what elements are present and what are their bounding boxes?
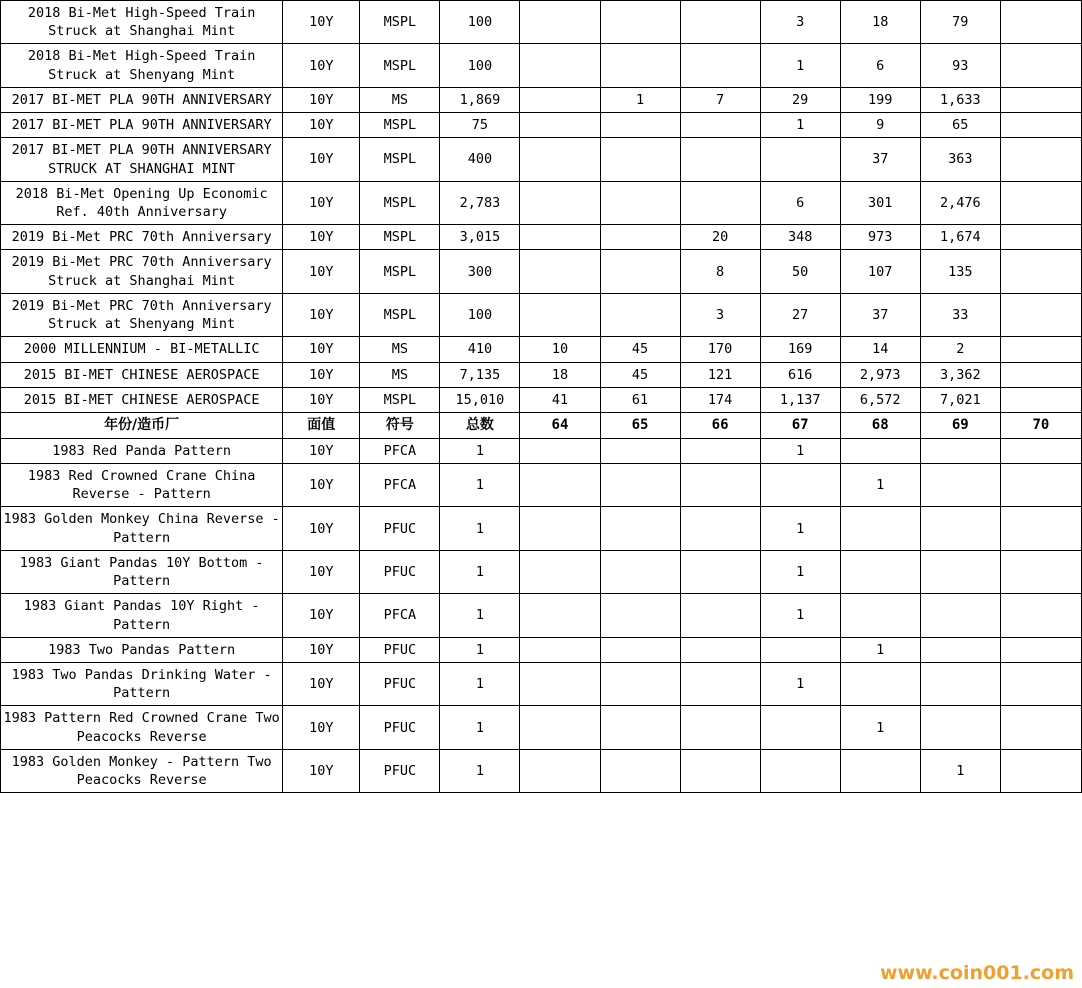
cell-symbol: MSPL <box>360 293 440 336</box>
table-row <box>1 594 1082 637</box>
cell-total: 1 <box>440 438 520 463</box>
cell-symbol: PFUC <box>360 507 440 550</box>
cell-g64 <box>520 663 600 706</box>
cell-total: 1,869 <box>440 87 520 112</box>
cell-total: 1 <box>440 550 520 593</box>
cell-name: 1983 Golden Monkey China Reverse - Pattern <box>1 507 283 550</box>
cell-name: 2019 Bi-Met PRC 70th Anniversary Struck at Shenyang Mint <box>1 293 283 336</box>
cell-g68: 37 <box>840 138 920 181</box>
cell-g69 <box>920 706 1000 749</box>
cell-g70 <box>1000 706 1081 749</box>
cell-g66: 121 <box>680 362 760 387</box>
cell-g67: 1 <box>760 550 840 593</box>
cell-g64 <box>520 550 600 593</box>
cell-g70 <box>1000 663 1081 706</box>
cell-g68: 6 <box>840 44 920 87</box>
cell-g70 <box>1000 113 1081 138</box>
cell-denomination: 10Y <box>283 337 360 362</box>
cell-g67: 1 <box>760 663 840 706</box>
column-header-row <box>1 412 1082 438</box>
cell-g70 <box>1000 594 1081 637</box>
cell-g68: 973 <box>840 225 920 250</box>
cell-denomination: 10Y <box>283 250 360 293</box>
cell-g65 <box>600 706 680 749</box>
cell-g66 <box>680 464 760 507</box>
cell-symbol: PFUC <box>360 663 440 706</box>
cell-name: 1983 Two Pandas Drinking Water - Pattern <box>1 663 283 706</box>
cell-total: 3,015 <box>440 225 520 250</box>
cell-symbol: PFUC <box>360 749 440 792</box>
table-row <box>1 293 1082 336</box>
cell-symbol: PFCA <box>360 464 440 507</box>
cell-name: 2017 BI-MET PLA 90TH ANNIVERSARY STRUCK AT SHANGHAI MINT <box>1 138 283 181</box>
cell-g67: 3 <box>760 1 840 44</box>
cell-g69: 79 <box>920 1 1000 44</box>
cell-g68 <box>840 550 920 593</box>
cell-g68: 6,572 <box>840 387 920 412</box>
cell-g70 <box>1000 337 1081 362</box>
column-header-g69: 69 <box>920 412 1000 438</box>
cell-g66: 170 <box>680 337 760 362</box>
cell-g69: 1 <box>920 749 1000 792</box>
cell-symbol: MSPL <box>360 44 440 87</box>
cell-g69: 1,674 <box>920 225 1000 250</box>
column-header-denomination: 面值 <box>283 412 360 438</box>
cell-denomination: 10Y <box>283 138 360 181</box>
column-header-g67: 67 <box>760 412 840 438</box>
cell-g68: 1 <box>840 637 920 662</box>
table-row <box>1 464 1082 507</box>
cell-g70 <box>1000 181 1081 224</box>
cell-g65: 1 <box>600 87 680 112</box>
cell-denomination: 10Y <box>283 44 360 87</box>
cell-g67: 29 <box>760 87 840 112</box>
cell-g69 <box>920 594 1000 637</box>
cell-g68: 9 <box>840 113 920 138</box>
cell-total: 1 <box>440 749 520 792</box>
cell-g69: 65 <box>920 113 1000 138</box>
cell-name: 1983 Golden Monkey - Pattern Two Peacocks Reverse <box>1 749 283 792</box>
cell-g65 <box>600 225 680 250</box>
cell-g67: 1 <box>760 438 840 463</box>
cell-g64 <box>520 293 600 336</box>
cell-g70 <box>1000 138 1081 181</box>
column-header-name: 年份/造币厂 <box>1 412 283 438</box>
table-row <box>1 706 1082 749</box>
cell-g66: 7 <box>680 87 760 112</box>
table-row <box>1 87 1082 112</box>
cell-g66: 3 <box>680 293 760 336</box>
cell-symbol: PFUC <box>360 637 440 662</box>
cell-denomination: 10Y <box>283 438 360 463</box>
cell-g66: 8 <box>680 250 760 293</box>
cell-g70 <box>1000 438 1081 463</box>
cell-total: 100 <box>440 1 520 44</box>
cell-g69: 2 <box>920 337 1000 362</box>
cell-symbol: PFUC <box>360 550 440 593</box>
cell-g66 <box>680 706 760 749</box>
cell-name: 2015 BI-MET CHINESE AEROSPACE <box>1 362 283 387</box>
cell-total: 1 <box>440 507 520 550</box>
cell-total: 100 <box>440 293 520 336</box>
cell-total: 400 <box>440 138 520 181</box>
cell-g67: 169 <box>760 337 840 362</box>
cell-g65 <box>600 507 680 550</box>
table-row <box>1 44 1082 87</box>
cell-g66: 174 <box>680 387 760 412</box>
cell-name: 2018 Bi-Met High-Speed Train Struck at Shanghai Mint <box>1 1 283 44</box>
cell-symbol: MSPL <box>360 138 440 181</box>
cell-total: 300 <box>440 250 520 293</box>
cell-g69 <box>920 507 1000 550</box>
cell-g69 <box>920 663 1000 706</box>
cell-name: 2018 Bi-Met High-Speed Train Struck at Shenyang Mint <box>1 44 283 87</box>
table-body <box>1 1 1082 793</box>
cell-g67: 1 <box>760 44 840 87</box>
cell-g67 <box>760 706 840 749</box>
cell-name: 2000 MILLENNIUM - BI-METALLIC <box>1 337 283 362</box>
cell-g65 <box>600 44 680 87</box>
cell-g64 <box>520 507 600 550</box>
cell-g64 <box>520 749 600 792</box>
table-row <box>1 507 1082 550</box>
cell-denomination: 10Y <box>283 637 360 662</box>
table-row <box>1 637 1082 662</box>
cell-g69: 135 <box>920 250 1000 293</box>
cell-g70 <box>1000 387 1081 412</box>
cell-g66 <box>680 749 760 792</box>
cell-total: 1 <box>440 706 520 749</box>
cell-name: 1983 Red Panda Pattern <box>1 438 283 463</box>
cell-total: 100 <box>440 44 520 87</box>
cell-name: 2017 BI-MET PLA 90TH ANNIVERSARY <box>1 113 283 138</box>
cell-denomination: 10Y <box>283 663 360 706</box>
column-header-total: 总数 <box>440 412 520 438</box>
cell-total: 7,135 <box>440 362 520 387</box>
cell-g68: 107 <box>840 250 920 293</box>
cell-g68: 1 <box>840 706 920 749</box>
cell-g64 <box>520 594 600 637</box>
cell-g70 <box>1000 1 1081 44</box>
cell-g68: 199 <box>840 87 920 112</box>
cell-g65 <box>600 663 680 706</box>
cell-g65 <box>600 293 680 336</box>
cell-total: 410 <box>440 337 520 362</box>
cell-g70 <box>1000 87 1081 112</box>
cell-g65 <box>600 113 680 138</box>
cell-denomination: 10Y <box>283 706 360 749</box>
cell-g64 <box>520 138 600 181</box>
cell-g64 <box>520 225 600 250</box>
cell-g68 <box>840 438 920 463</box>
column-header-symbol: 符号 <box>360 412 440 438</box>
cell-g68: 1 <box>840 464 920 507</box>
cell-g65 <box>600 749 680 792</box>
cell-name: 2019 Bi-Met PRC 70th Anniversary <box>1 225 283 250</box>
cell-denomination: 10Y <box>283 749 360 792</box>
cell-g65: 45 <box>600 337 680 362</box>
cell-name: 1983 Pattern Red Crowned Crane Two Peacocks Reverse <box>1 706 283 749</box>
cell-g68: 2,973 <box>840 362 920 387</box>
cell-g70 <box>1000 749 1081 792</box>
cell-g65: 61 <box>600 387 680 412</box>
cell-symbol: MSPL <box>360 250 440 293</box>
cell-denomination: 10Y <box>283 1 360 44</box>
cell-symbol: MSPL <box>360 113 440 138</box>
table-row <box>1 550 1082 593</box>
cell-g68 <box>840 749 920 792</box>
cell-name: 2017 BI-MET PLA 90TH ANNIVERSARY <box>1 87 283 112</box>
cell-g70 <box>1000 44 1081 87</box>
cell-g67 <box>760 637 840 662</box>
cell-denomination: 10Y <box>283 594 360 637</box>
cell-g64 <box>520 706 600 749</box>
cell-name: 2015 BI-MET CHINESE AEROSPACE <box>1 387 283 412</box>
cell-g65 <box>600 637 680 662</box>
cell-symbol: MSPL <box>360 181 440 224</box>
cell-g69: 363 <box>920 138 1000 181</box>
cell-g66 <box>680 663 760 706</box>
table-row <box>1 113 1082 138</box>
cell-denomination: 10Y <box>283 464 360 507</box>
cell-g68: 14 <box>840 337 920 362</box>
cell-g70 <box>1000 362 1081 387</box>
cell-g64 <box>520 1 600 44</box>
cell-g70 <box>1000 550 1081 593</box>
column-header-g65: 65 <box>600 412 680 438</box>
cell-g65 <box>600 1 680 44</box>
cell-symbol: PFUC <box>360 706 440 749</box>
cell-total: 75 <box>440 113 520 138</box>
cell-g67: 1 <box>760 113 840 138</box>
cell-symbol: MSPL <box>360 387 440 412</box>
cell-g64 <box>520 87 600 112</box>
cell-symbol: MS <box>360 337 440 362</box>
cell-g67: 616 <box>760 362 840 387</box>
cell-symbol: MSPL <box>360 1 440 44</box>
cell-denomination: 10Y <box>283 550 360 593</box>
cell-denomination: 10Y <box>283 87 360 112</box>
cell-g69 <box>920 637 1000 662</box>
column-header-g66: 66 <box>680 412 760 438</box>
cell-name: 2018 Bi-Met Opening Up Economic Ref. 40th Anniversary <box>1 181 283 224</box>
cell-g67: 1 <box>760 594 840 637</box>
table-row <box>1 387 1082 412</box>
cell-total: 1 <box>440 637 520 662</box>
cell-g67: 6 <box>760 181 840 224</box>
cell-g65 <box>600 594 680 637</box>
cell-g66: 20 <box>680 225 760 250</box>
cell-g69 <box>920 438 1000 463</box>
cell-name: 1983 Red Crowned Crane China Reverse - Pattern <box>1 464 283 507</box>
cell-g70 <box>1000 250 1081 293</box>
cell-g64 <box>520 464 600 507</box>
cell-symbol: MSPL <box>360 225 440 250</box>
cell-g66 <box>680 113 760 138</box>
cell-g65 <box>600 550 680 593</box>
cell-denomination: 10Y <box>283 387 360 412</box>
site-watermark: www.coin001.com <box>879 962 1074 984</box>
cell-denomination: 10Y <box>283 507 360 550</box>
cell-g67 <box>760 464 840 507</box>
cell-g67: 348 <box>760 225 840 250</box>
cell-g65 <box>600 138 680 181</box>
cell-g66 <box>680 594 760 637</box>
cell-g68 <box>840 507 920 550</box>
cell-total: 1 <box>440 594 520 637</box>
cell-g64 <box>520 637 600 662</box>
cell-g69: 1,633 <box>920 87 1000 112</box>
cell-g68: 37 <box>840 293 920 336</box>
cell-g64 <box>520 113 600 138</box>
cell-denomination: 10Y <box>283 225 360 250</box>
column-header-g70: 70 <box>1000 412 1081 438</box>
cell-g66 <box>680 438 760 463</box>
column-header-g68: 68 <box>840 412 920 438</box>
cell-g66 <box>680 550 760 593</box>
cell-g70 <box>1000 507 1081 550</box>
cell-g69: 93 <box>920 44 1000 87</box>
table-row <box>1 138 1082 181</box>
cell-total: 1 <box>440 663 520 706</box>
cell-g67 <box>760 138 840 181</box>
cell-g69 <box>920 550 1000 593</box>
cell-g67: 27 <box>760 293 840 336</box>
cell-g69: 2,476 <box>920 181 1000 224</box>
cell-g66 <box>680 637 760 662</box>
cell-g66 <box>680 181 760 224</box>
cell-denomination: 10Y <box>283 113 360 138</box>
cell-g68: 301 <box>840 181 920 224</box>
cell-g66 <box>680 44 760 87</box>
cell-g70 <box>1000 293 1081 336</box>
table-row <box>1 438 1082 463</box>
cell-g65 <box>600 464 680 507</box>
cell-name: 1983 Giant Pandas 10Y Bottom - Pattern <box>1 550 283 593</box>
cell-denomination: 10Y <box>283 181 360 224</box>
cell-g67: 50 <box>760 250 840 293</box>
cell-name: 1983 Two Pandas Pattern <box>1 637 283 662</box>
cell-g69: 7,021 <box>920 387 1000 412</box>
cell-total: 1 <box>440 464 520 507</box>
cell-g64 <box>520 250 600 293</box>
table-row <box>1 1 1082 44</box>
table-row <box>1 749 1082 792</box>
table-row <box>1 663 1082 706</box>
cell-symbol: MS <box>360 362 440 387</box>
cell-total: 2,783 <box>440 181 520 224</box>
cell-g69: 33 <box>920 293 1000 336</box>
cell-g66 <box>680 138 760 181</box>
cell-g65 <box>600 181 680 224</box>
cell-g66 <box>680 1 760 44</box>
cell-g64 <box>520 44 600 87</box>
cell-g65: 45 <box>600 362 680 387</box>
table-row <box>1 181 1082 224</box>
cell-g64: 41 <box>520 387 600 412</box>
cell-g64 <box>520 438 600 463</box>
cell-name: 2019 Bi-Met PRC 70th Anniversary Struck at Shanghai Mint <box>1 250 283 293</box>
cell-denomination: 10Y <box>283 293 360 336</box>
column-header-g64: 64 <box>520 412 600 438</box>
cell-g70 <box>1000 225 1081 250</box>
cell-g64 <box>520 181 600 224</box>
cell-total: 15,010 <box>440 387 520 412</box>
cell-g69 <box>920 464 1000 507</box>
cell-g68 <box>840 663 920 706</box>
table-row <box>1 362 1082 387</box>
cell-symbol: PFCA <box>360 438 440 463</box>
cell-g70 <box>1000 464 1081 507</box>
cell-name: 1983 Giant Pandas 10Y Right - Pattern <box>1 594 283 637</box>
cell-g69: 3,362 <box>920 362 1000 387</box>
cell-g70 <box>1000 637 1081 662</box>
table-row <box>1 225 1082 250</box>
cell-g67: 1,137 <box>760 387 840 412</box>
cell-g65 <box>600 438 680 463</box>
cell-g64: 18 <box>520 362 600 387</box>
cell-g64: 10 <box>520 337 600 362</box>
cell-g66 <box>680 507 760 550</box>
cell-g67: 1 <box>760 507 840 550</box>
cell-g68 <box>840 594 920 637</box>
cell-g65 <box>600 250 680 293</box>
cell-denomination: 10Y <box>283 362 360 387</box>
cell-symbol: MS <box>360 87 440 112</box>
table-row <box>1 250 1082 293</box>
table-row <box>1 337 1082 362</box>
cell-symbol: PFCA <box>360 594 440 637</box>
cell-g67 <box>760 749 840 792</box>
cell-g68: 18 <box>840 1 920 44</box>
